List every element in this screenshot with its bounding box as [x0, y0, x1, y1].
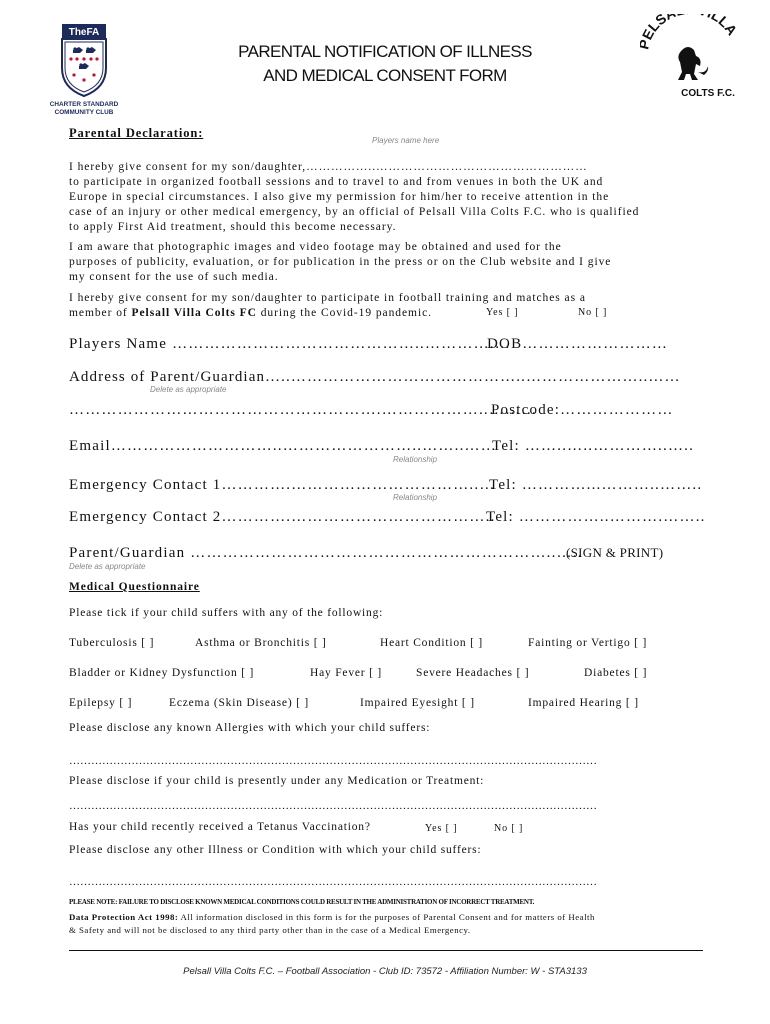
consent-text-3: Europe in special circumstances. I also give my permission for him/her to receive attention in the: [69, 191, 610, 203]
parent-guardian-field[interactable]: Parent/Guardian …………………………………………………………..…..: [69, 545, 583, 561]
club-logo: [640, 14, 740, 104]
allergies-question: Please disclose any known Allergies with which your child suffers:: [69, 722, 431, 734]
allergies-field[interactable]: ………………………………………………………………………………………………………………………………: [69, 755, 597, 767]
fainting-checkbox[interactable]: Fainting or Vertigo [ ]: [528, 637, 648, 649]
player-name-hint: Players name here: [372, 136, 440, 145]
disclosure-warning: PLEASE NOTE: FAILURE TO DISCLOSE KNOWN MEDICAL CONDITIONS COULD RESULT IN THE ADMINISTRATION OF INCORRECT TREATMENT.: [69, 898, 535, 906]
page-title-line-1: PARENTAL NOTIFICATION OF ILLNESS: [238, 42, 532, 61]
emergency-contact-1-field[interactable]: Emergency Contact 1………….……………………………..…: [69, 477, 496, 493]
medication-question: Please disclose if your child is presently under any Medication or Treatment:: [69, 775, 485, 787]
relationship-hint-2: Relationship: [393, 493, 438, 502]
players-name-field[interactable]: Players Name ………………………………………..………….…: [69, 336, 511, 352]
covid-text-2: [69, 306, 432, 321]
tel-field-2[interactable]: Tel: …………...………..……..: [489, 477, 703, 493]
data-protection-line-1: [69, 912, 595, 922]
epilepsy-checkbox[interactable]: Epilepsy [ ]: [69, 697, 133, 709]
data-protection-label: Data Protection Act 1998:: [69, 912, 179, 922]
delete-hint-1: Delete as appropriate: [150, 385, 227, 394]
emergency-contact-2-field[interactable]: Emergency Contact 2………….………………………………..: [69, 509, 496, 525]
other-condition-question: Please disclose any other Illness or Condition with which your child suffers:: [69, 844, 482, 856]
asthma-checkbox[interactable]: Asthma or Bronchitis [ ]: [195, 637, 327, 649]
medical-heading: Medical Questionnaire: [69, 581, 200, 593]
footer-text: Pelsall Villa Colts F.C. – Football Association - Club ID: 73572 - Affiliation Number: W - STA3133: [183, 966, 587, 977]
eczema-checkbox[interactable]: Eczema (Skin Disease) [ ]: [169, 697, 310, 709]
covid-text-1: I hereby give consent for my son/daughter to participate in football training and matches as a: [69, 292, 586, 304]
fa-caption-2: COMMUNITY CLUB: [54, 109, 114, 116]
covid-no-checkbox[interactable]: No [ ]: [578, 307, 608, 318]
address-field[interactable]: Address of Parent/Guardian…..……………………………………..…………………..……: [69, 369, 681, 385]
tetanus-yes-checkbox[interactable]: Yes [ ]: [425, 823, 458, 834]
relationship-hint-1: Relationship: [393, 455, 438, 464]
tel-field-1[interactable]: Tel: ……..…..…………..…..: [492, 438, 695, 454]
medication-field[interactable]: ………………………………………………………………………………………………………………………………: [69, 800, 597, 812]
tetanus-no-checkbox[interactable]: No [ ]: [494, 823, 524, 834]
covid-text-2-pre: member of: [69, 307, 132, 319]
consent-text-5: to apply First Aid treatment, should this become necessary.: [69, 221, 397, 233]
tetanus-question: Has your child recently received a Tetanus Vaccination?: [69, 821, 371, 833]
impaired-hearing-checkbox[interactable]: Impaired Hearing [ ]: [528, 697, 639, 709]
sign-print-label: (SIGN & PRINT): [566, 545, 664, 560]
fa-brand-text: TheFA: [68, 27, 100, 38]
media-text-1: I am aware that photographic images and video footage may be obtained and used for the: [69, 241, 562, 253]
dob-field[interactable]: DOB………………………: [487, 336, 669, 352]
page-title-line-2: AND MEDICAL CONSENT FORM: [263, 66, 507, 85]
svg-text:PELSALL VILLA: [640, 14, 740, 51]
postcode-field[interactable]: Postcode:…………………: [491, 402, 674, 418]
club-crest-icon: [640, 14, 740, 104]
other-condition-field[interactable]: ………………………………………………………………………………………………………………………………: [69, 876, 597, 888]
tuberculosis-checkbox[interactable]: Tuberculosis [ ]: [69, 637, 155, 649]
delete-hint-2: Delete as appropriate: [69, 562, 146, 571]
tel-field-3[interactable]: Tel: ……………..……….……..: [486, 509, 706, 525]
fa-caption-1: CHARTER STANDARD: [49, 101, 119, 108]
consent-text-4: case of an injury or other medical emergency, by an official of Pelsall Villa Colts F.C. who is qualified: [69, 206, 640, 218]
bladder-kidney-checkbox[interactable]: Bladder or Kidney Dysfunction [ ]: [69, 667, 255, 679]
media-text-2: purposes of publicity, evaluation, or for publication in the press or on the Club website and I give: [69, 256, 612, 268]
data-protection-text-1: All information disclosed in this form is for the purposes of Parental Consent and for matters of Health: [178, 912, 595, 922]
club-arc-text: ELS LLA: [640, 14, 740, 43]
media-text-3: my consent for the use of such media.: [69, 271, 279, 283]
address-line-2-field[interactable]: ………………………………………………….………………..………: [69, 402, 538, 418]
declaration-heading: Parental Declaration:: [69, 126, 204, 140]
diabetes-checkbox[interactable]: Diabetes [ ]: [584, 667, 648, 679]
hay-fever-checkbox[interactable]: Hay Fever [ ]: [310, 667, 383, 679]
heart-condition-checkbox[interactable]: Heart Condition [ ]: [380, 637, 484, 649]
consent-text-2: to participate in organized football sessions and to travel to and from venues in both the UK and: [69, 176, 604, 188]
medical-intro: Please tick if your child suffers with any of the following:: [69, 607, 384, 619]
covid-text-2-post: during the Covid-19 pandemic.: [256, 307, 432, 319]
club-caption: COLTS F.C.: [681, 88, 735, 99]
covid-yes-checkbox[interactable]: Yes [ ]: [486, 307, 519, 318]
email-field[interactable]: Email…………………………..……………………..……..……: [69, 438, 497, 454]
data-protection-line-2: & Safety and will not be disclosed to any third party other than in the case of a Medical Emergency.: [69, 925, 471, 935]
impaired-eyesight-checkbox[interactable]: Impaired Eyesight [ ]: [360, 697, 475, 709]
club-name: Pelsall Villa Colts FC: [131, 307, 257, 319]
severe-headaches-checkbox[interactable]: Severe Headaches [ ]: [416, 667, 530, 679]
footer-divider: [69, 950, 703, 951]
consent-text-1: I hereby give consent for my son/daughter,……………..……………………………………………: [69, 161, 588, 173]
